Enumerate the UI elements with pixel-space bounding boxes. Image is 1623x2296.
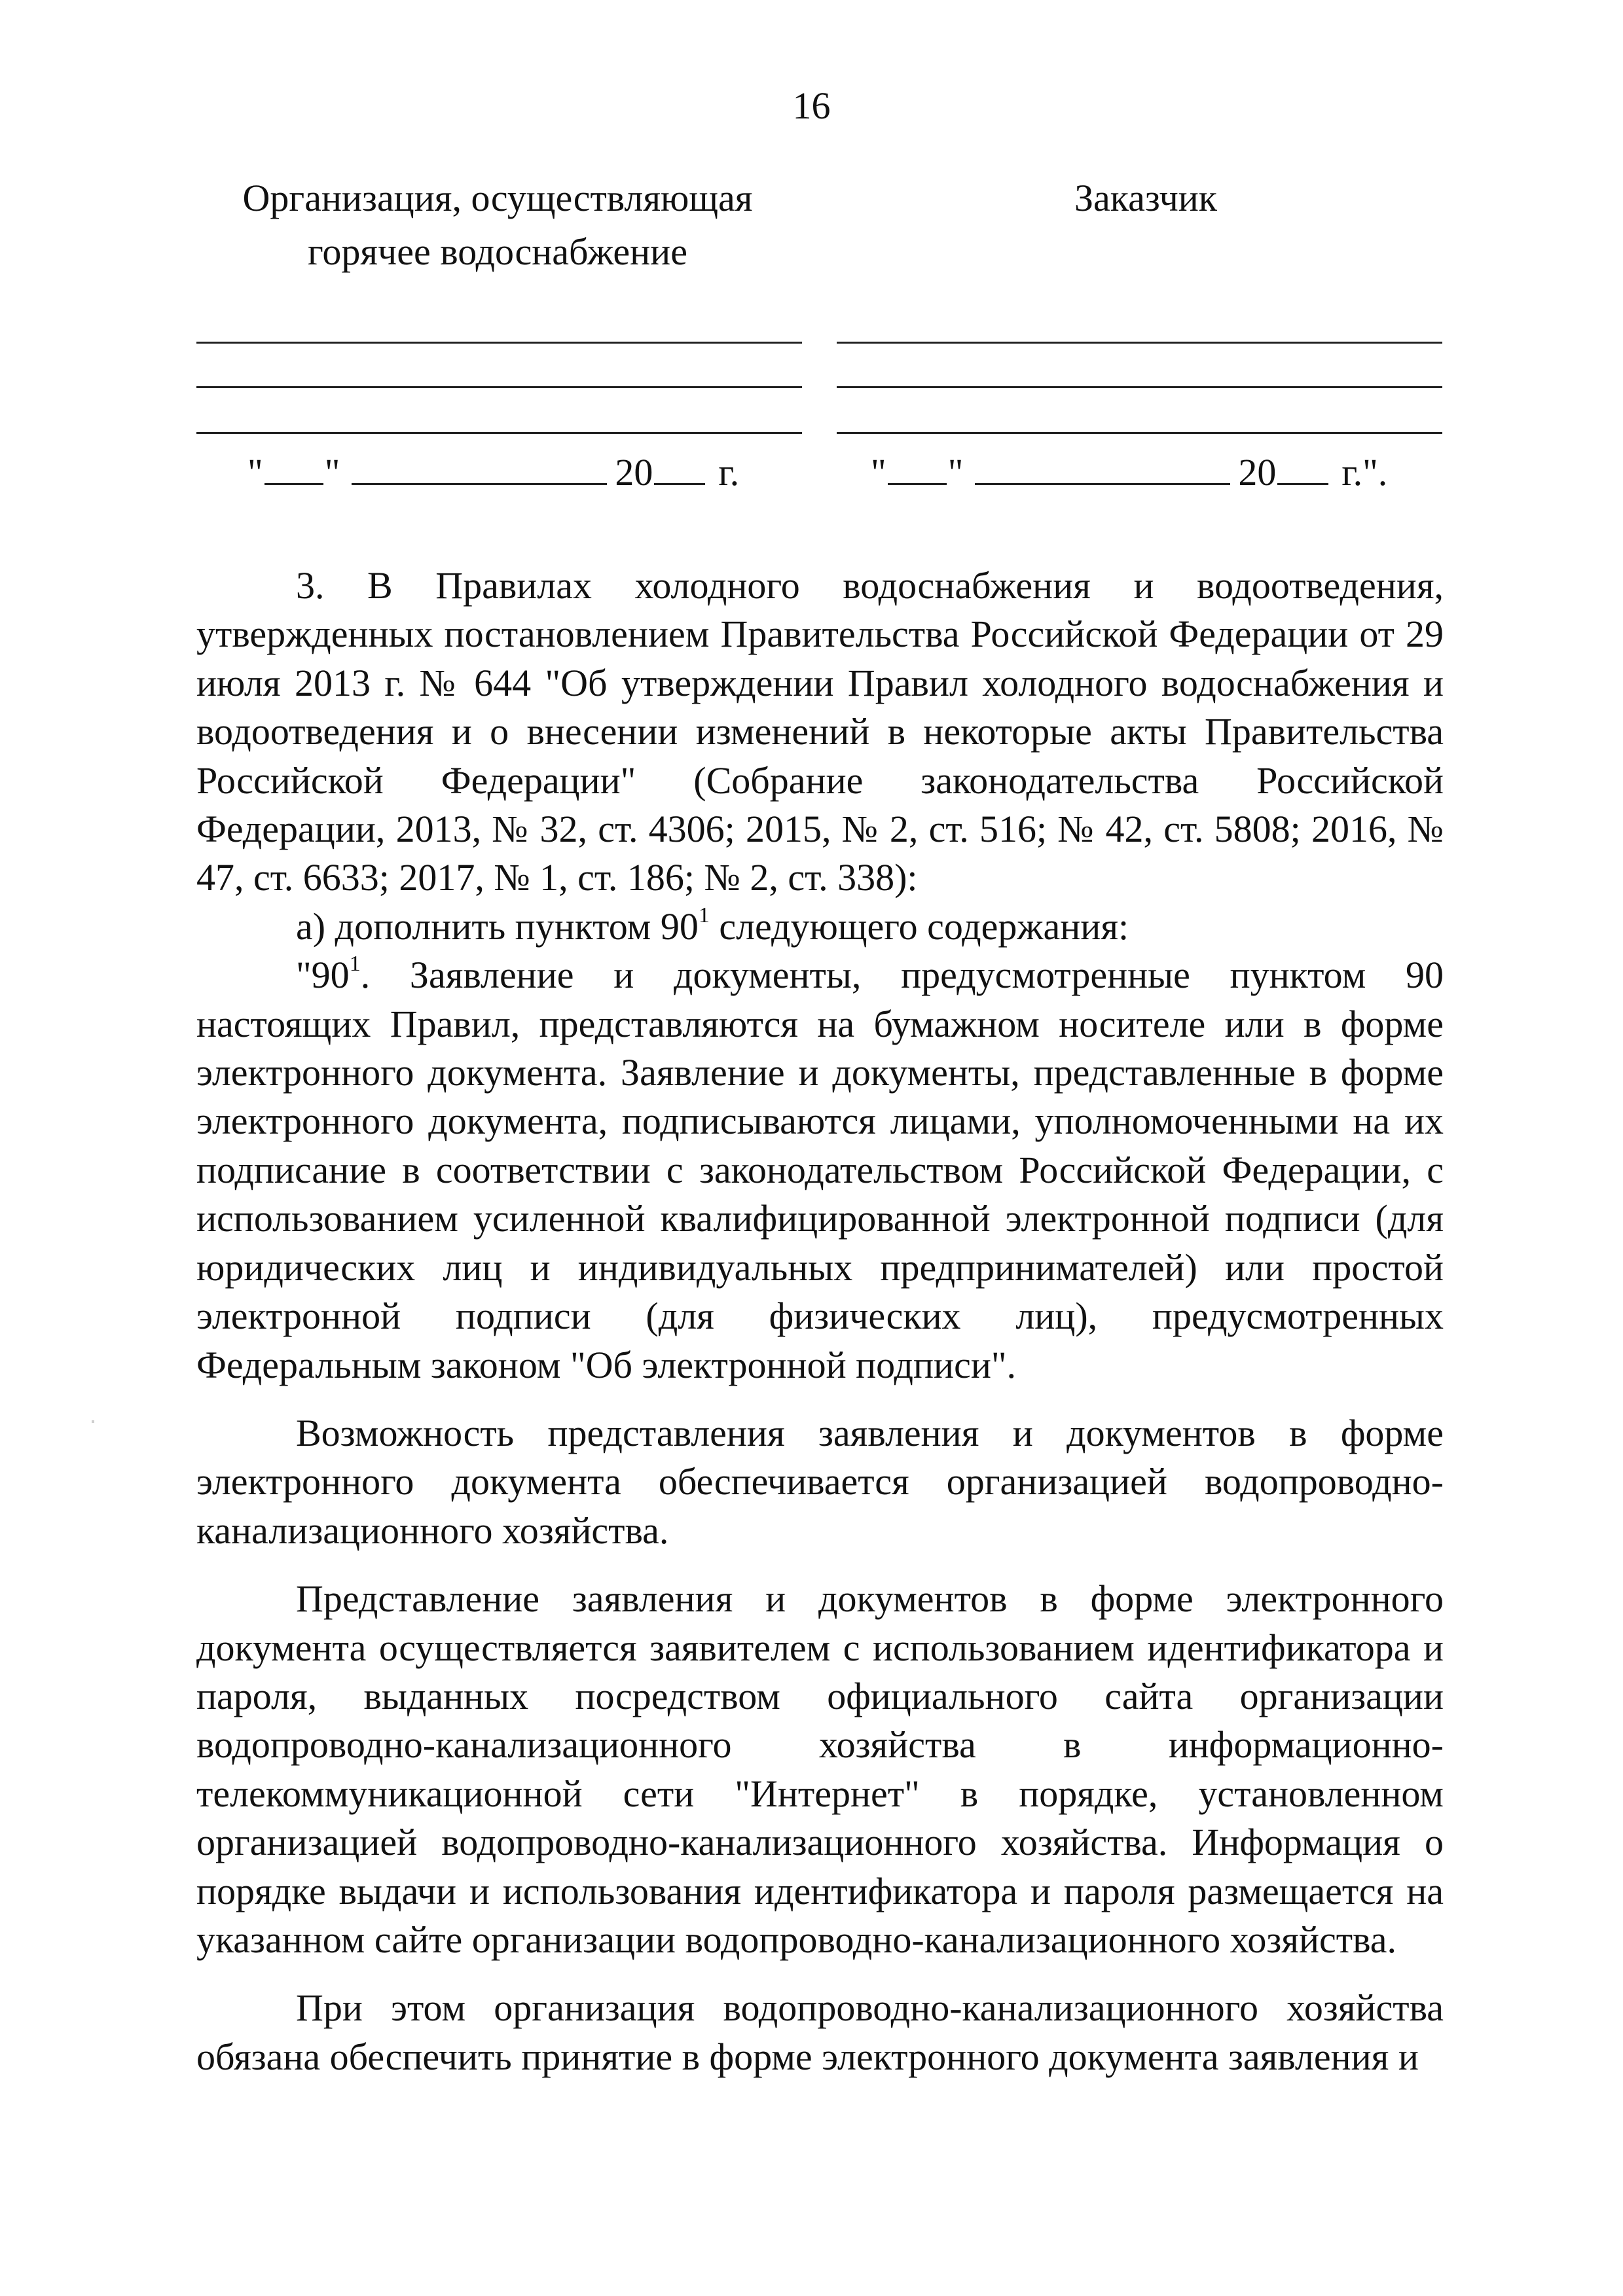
paragraph-subitem-a bbox=[196, 903, 1444, 951]
scan-speck bbox=[92, 1420, 94, 1423]
paragraph-electronic-submission: Представление заявления и документов в форме электронного документа осуществляется заявителем с использованием идентификатора и пароля, выданных посредством официального сайта организации водопроводно-канализационного хозяйства в информационно-телекоммуникационной сети "Интернет" в порядке, установленном организацией водопроводно-канализационного хозяйства. Информация о порядке выдачи и использования идентификатора и пароля размещается на указанном сайте организации водопроводно-канализационного хозяйства. bbox=[196, 1577, 1444, 1961]
right-date-close-quote: " bbox=[947, 451, 964, 493]
right-date-open-quote: " bbox=[871, 451, 886, 493]
page-number: 16 bbox=[792, 84, 831, 127]
paragraph-electronic-possibility: Возможность представления заявления и документов в форме электронного документа обеспечивается организацией водопроводно-канализационного хозяйства. bbox=[196, 1411, 1444, 1552]
right-date-month-blank bbox=[975, 446, 1230, 485]
clause-90-1-superscript: 1 bbox=[349, 952, 361, 977]
right-date-row bbox=[871, 446, 1387, 499]
clause-90-1-number: "90 bbox=[296, 954, 350, 997]
right-date-year-prefix: 20 bbox=[1238, 451, 1277, 493]
right-signature-line-3 bbox=[837, 432, 1442, 434]
subitem-a-text-start: а) дополнить пунктом 90 bbox=[296, 905, 699, 948]
right-party-title: Заказчик bbox=[1074, 177, 1217, 219]
left-date-row bbox=[247, 446, 739, 499]
subitem-a-text-end: следующего содержания: bbox=[709, 905, 1129, 948]
right-signature-line-1 bbox=[837, 342, 1442, 344]
paragraph-item-3: 3. В Правилах холодного водоснабжения и водоотведения, утвержденных постановлением Правительства Российской Федерации от 29 июля 2013 г. № 644 "Об утверждении Правил холодного водоснабжения и водоотведения и о внесении изменений в некоторые акты Правительства Российской Федерации" (Собрание законодательства Российской Федерации, 2013, № 32, ст. 4306; 2015, № 2, ст. 516; № 42, ст. 5808; 2016, № 47, ст. 6633; 2017, № 1, ст. 186; № 2, ст. 338): bbox=[196, 564, 1444, 899]
right-date-day-blank bbox=[888, 446, 947, 485]
left-date-suffix: г. bbox=[718, 451, 740, 493]
left-date-close-quote: " bbox=[324, 451, 340, 493]
left-signature-line-3 bbox=[196, 432, 802, 434]
left-date-year-blank bbox=[654, 446, 705, 485]
right-date-suffix: г.". bbox=[1341, 451, 1388, 493]
right-date-year-blank bbox=[1277, 446, 1328, 485]
left-signature-line-2 bbox=[196, 386, 802, 388]
left-date-month-blank bbox=[352, 446, 607, 485]
paragraph-acceptance-obligation: При этом организация водопроводно-канализационного хозяйства обязана обеспечить принятие в форме электронного документа заявления и bbox=[196, 1986, 1444, 2078]
left-date-year-prefix: 20 bbox=[615, 451, 653, 493]
left-signature-line-1 bbox=[196, 342, 802, 344]
clause-90-1-text: . Заявление и документы, предусмотренные пунктом 90 настоящих Правил, представляются на бумажном носителе или в форме электронного документа. Заявление и документы, представленные в форме электронного документа, подписываются лицами, уполномоченными на их подписание в соответствии с законодательством Российской Федерации, с использованием усиленной квалифицированной электронной подписи (для юридических лиц и индивидуальных предпринимателей) или простой электронной подписи (для физических лиц), предусмотренных Федеральным законом "Об электронной подписи". bbox=[196, 954, 1444, 1386]
right-signature-line-2 bbox=[837, 386, 1442, 388]
left-date-day-blank bbox=[264, 446, 323, 485]
document-body bbox=[196, 562, 1444, 2081]
left-date-open-quote: " bbox=[247, 451, 263, 493]
subitem-a-superscript: 1 bbox=[698, 903, 710, 927]
left-party-title: Организация, осуществляющая горячее водоснабжение bbox=[242, 177, 753, 273]
paragraph-clause-90-1 bbox=[196, 951, 1444, 1390]
